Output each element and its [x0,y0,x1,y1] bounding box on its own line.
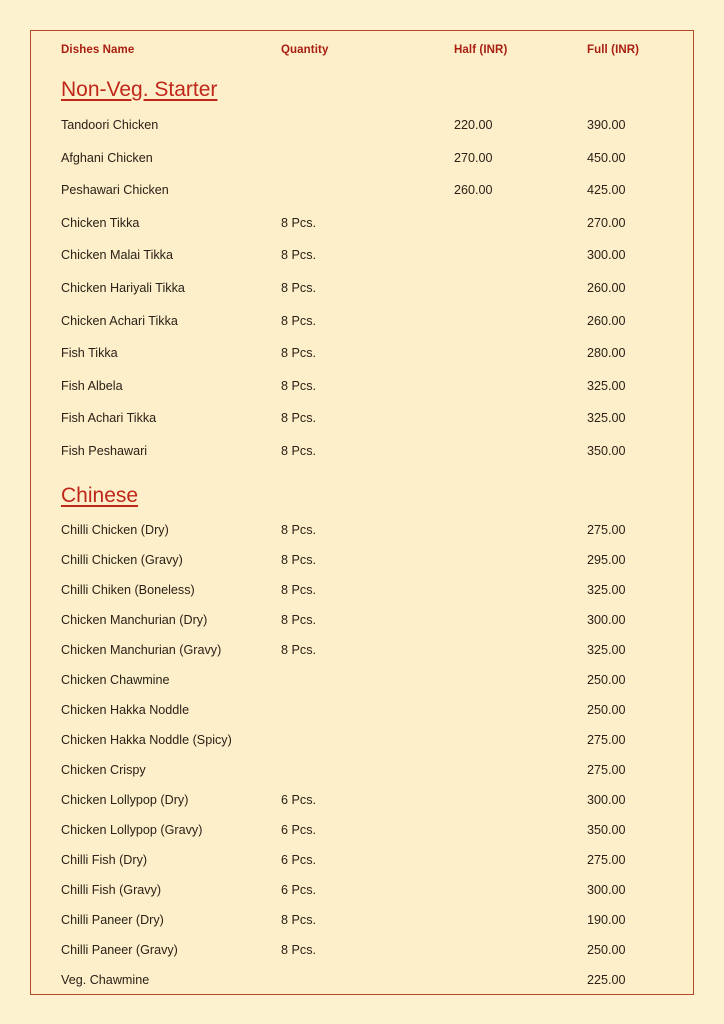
menu-item-name: Fish Tikka [61,346,118,361]
menu-item-full-price: 275.00 [587,732,626,747]
menu-item-name: Chicken Chawmine [61,672,170,687]
table-row [31,878,693,908]
menu-item-full-price: 325.00 [587,642,626,657]
menu-item-full-price: 300.00 [587,612,626,627]
menu-item-name: Chicken Hakka Noddle [61,702,190,717]
column-header-dishes-name: Dishes Name [61,44,135,56]
menu-item-name: Chicken Hakka Noddle (Spicy) [61,732,232,747]
menu-item-full-price: 250.00 [587,942,626,957]
menu-item-full-price: 300.00 [587,792,626,807]
menu-item-name: Tandoori Chicken [61,118,159,132]
table-row [31,608,693,638]
menu-section [31,65,693,471]
menu-item-full-price: 425.00 [587,183,626,198]
menu-item-full-price: 325.00 [587,582,626,597]
table-row [31,758,693,788]
menu-item-list [31,112,693,471]
menu-item-quantity: 8 Pcs. [281,280,316,295]
menu-item-name: Chicken Lollypop (Dry) [61,792,189,807]
table-row [31,145,693,178]
menu-item-name: Chilli Chicken (Gravy) [61,552,183,567]
table-row [31,177,693,210]
menu-item-name: Fish Peshawari [61,443,148,458]
menu-item-name: Chicken Manchurian (Gravy) [61,642,222,657]
menu-item-full-price: 190.00 [587,912,626,927]
menu-item-quantity: 8 Pcs. [281,443,316,458]
menu-item-quantity: 6 Pcs. [281,852,316,867]
table-row [31,275,693,308]
table-row [31,668,693,698]
menu-item-full-price: 350.00 [587,443,626,458]
menu-item-name: Chilli Paneer (Gravy) [61,942,178,957]
menu-item-quantity: 8 Pcs. [281,248,316,263]
menu-item-full-price: 260.00 [587,313,626,328]
menu-page [30,30,694,995]
menu-item-full-price: 300.00 [587,248,626,263]
table-row [31,308,693,341]
section-title: Non-Veg. Starter [61,78,218,101]
menu-item-full-price: 325.00 [587,378,626,393]
menu-item-name: Chicken Hariyali Tikka [61,280,185,295]
menu-item-quantity: 8 Pcs. [281,552,316,567]
menu-item-name: Fish Achari Tikka [61,411,157,426]
menu-item-full-price: 280.00 [587,346,626,361]
section-title: Chinese [61,483,139,507]
table-row [31,112,693,145]
table-row [31,518,693,548]
menu-item-quantity: 8 Pcs. [281,612,316,627]
menu-item-half-price: 220.00 [454,118,493,132]
menu-item-quantity: 6 Pcs. [281,792,316,807]
menu-item-full-price: 390.00 [587,118,626,132]
menu-item-full-price: 350.00 [587,822,626,837]
table-row [31,405,693,438]
menu-item-name: Chilli Fish (Dry) [61,852,148,867]
menu-item-quantity: 8 Pcs. [281,215,316,230]
menu-item-name: Chilli Paneer (Dry) [61,912,164,927]
column-header-half-price: Half (INR) [454,44,508,56]
menu-item-name: Veg. Chawmine [61,972,150,987]
menu-item-name: Chicken Malai Tikka [61,248,173,263]
table-row [31,340,693,373]
table-row [31,788,693,818]
menu-item-name: Chicken Lollypop (Gravy) [61,822,203,837]
table-row [31,578,693,608]
column-header-full-price: Full (INR) [587,44,640,56]
menu-item-name: Chilli Chiken (Boneless) [61,582,195,597]
menu-item-name: Chicken Manchurian (Dry) [61,612,208,627]
table-row [31,818,693,848]
menu-item-name: Chicken Crispy [61,762,146,777]
table-row [31,548,693,578]
table-row [31,210,693,243]
menu-sections [31,65,693,995]
menu-item-full-price: 275.00 [587,852,626,867]
menu-item-full-price: 275.00 [587,522,626,537]
menu-item-full-price: 250.00 [587,672,626,687]
table-row [31,373,693,406]
menu-section [31,471,693,995]
menu-item-full-price: 260.00 [587,280,626,295]
menu-item-half-price: 270.00 [454,150,493,165]
table-row [31,908,693,938]
menu-item-full-price: 250.00 [587,702,626,717]
menu-item-quantity: 8 Pcs. [281,313,316,328]
menu-item-name: Chilli Chicken (Dry) [61,522,169,537]
menu-item-quantity: 8 Pcs. [281,642,316,657]
column-header-quantity: Quantity [281,44,329,56]
menu-item-half-price: 260.00 [454,183,493,198]
menu-item-list [31,518,693,995]
menu-item-quantity: 8 Pcs. [281,912,316,927]
menu-item-full-price: 295.00 [587,552,626,567]
menu-item-full-price: 270.00 [587,215,626,230]
table-row [31,242,693,275]
menu-item-quantity: 8 Pcs. [281,411,316,426]
table-row [31,728,693,758]
menu-item-name: Chilli Fish (Gravy) [61,882,162,897]
table-row [31,968,693,995]
menu-item-full-price: 450.00 [587,150,626,165]
table-row [31,698,693,728]
menu-item-name: Chicken Achari Tikka [61,313,178,328]
menu-item-quantity: 8 Pcs. [281,942,316,957]
table-row [31,848,693,878]
column-header-row [31,31,693,65]
menu-item-quantity: 6 Pcs. [281,822,316,837]
menu-item-name: Peshawari Chicken [61,183,169,198]
table-row [31,938,693,968]
menu-item-name: Chicken Tikka [61,215,140,230]
menu-item-full-price: 225.00 [587,972,626,987]
menu-item-full-price: 300.00 [587,882,626,897]
table-row [31,438,693,471]
table-row [31,638,693,668]
menu-item-quantity: 8 Pcs. [281,346,316,361]
menu-item-quantity: 6 Pcs. [281,882,316,897]
menu-item-quantity: 8 Pcs. [281,378,316,393]
menu-item-name: Fish Albela [61,378,123,393]
menu-item-full-price: 275.00 [587,762,626,777]
menu-item-quantity: 8 Pcs. [281,582,316,597]
menu-item-name: Afghani Chicken [61,150,153,165]
menu-item-quantity: 8 Pcs. [281,522,316,537]
menu-item-full-price: 325.00 [587,411,626,426]
